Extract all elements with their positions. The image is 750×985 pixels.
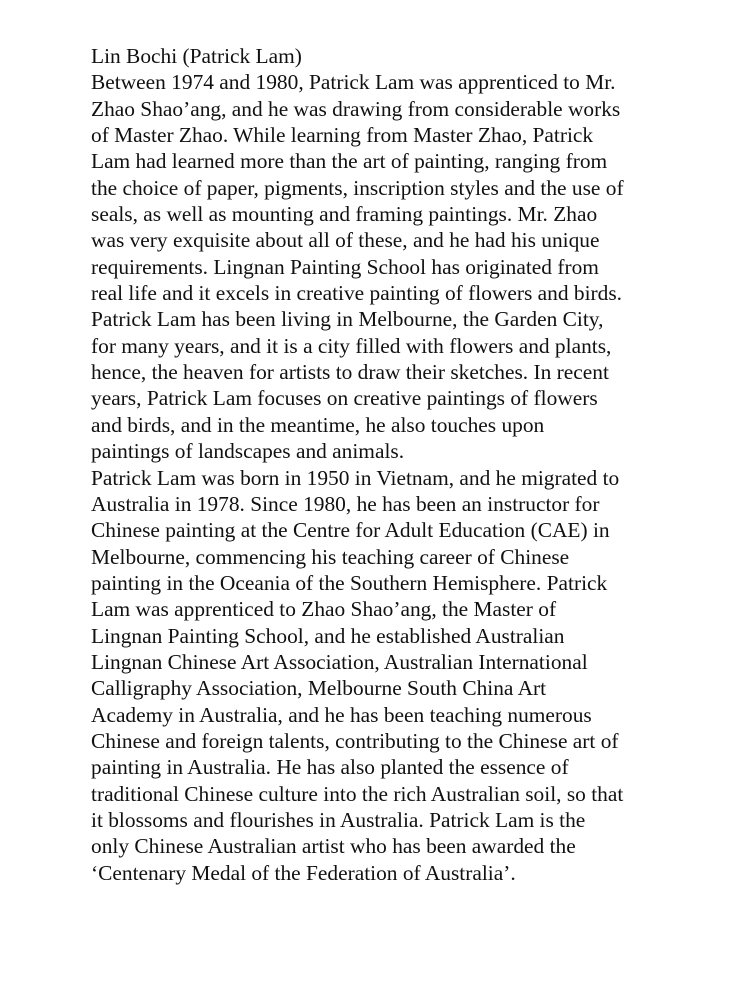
paragraph-line: Australia in 1978. Since 1980, he has been an instructor for — [91, 491, 600, 516]
paragraph-line: ‘Centenary Medal of the Federation of Australia’. — [91, 860, 516, 885]
paragraph-line: Zhao Shao’ang, and he was drawing from considerable works — [91, 96, 621, 121]
paragraph-line: and birds, and in the meantime, he also touches upon — [91, 412, 545, 437]
paragraph-line: Lingnan Painting School, and he established Australian — [91, 623, 565, 648]
paragraph-line: real life and it excels in creative painting of flowers and birds. — [91, 281, 623, 306]
paragraph-line: Lam had learned more than the art of painting, ranging from — [91, 149, 608, 174]
paragraph-line: Lam was apprenticed to Zhao Shao’ang, the Master of — [91, 597, 557, 622]
paragraph-line: seals, as well as mounting and framing paintings. Mr. Zhao — [91, 202, 598, 227]
paragraph-apprenticeship — [91, 69, 671, 464]
paragraph-line: of Master Zhao. While learning from Master Zhao, Patrick — [91, 123, 594, 148]
paragraph-line: Between 1974 and 1980, Patrick Lam was apprenticed to Mr. — [91, 70, 616, 95]
paragraph-line: the choice of paper, pigments, inscription styles and the use of — [91, 175, 624, 200]
paragraph-line: years, Patrick Lam focuses on creative paintings of flowers — [91, 386, 598, 411]
paragraph-line: Melbourne, commencing his teaching career of Chinese — [91, 544, 570, 569]
paragraph-line: Chinese painting at the Centre for Adult Education (CAE) in — [91, 518, 610, 543]
paragraph-line: Patrick Lam has been living in Melbourne, the Garden City, — [91, 307, 604, 332]
paragraph-line: requirements. Lingnan Painting School has originated from — [91, 254, 599, 279]
paragraph-line: paintings of landscapes and animals. — [91, 439, 405, 464]
paragraph-line: hence, the heaven for artists to draw their sketches. In recent — [91, 360, 609, 385]
paragraph-line: it blossoms and flourishes in Australia. Patrick Lam is the — [91, 807, 586, 832]
paragraph-line: Lingnan Chinese Art Association, Australian International — [91, 649, 588, 674]
paragraph-line: was very exquisite about all of these, and he had his unique — [91, 228, 600, 253]
paragraph-line: for many years, and it is a city filled with flowers and plants, — [91, 333, 612, 358]
paragraph-line: Patrick Lam was born in 1950 in Vietnam, and he migrated to — [91, 465, 620, 490]
paragraph-line: only Chinese Australian artist who has been awarded the — [91, 834, 576, 859]
paragraph-line: Academy in Australia, and he has been teaching numerous — [91, 702, 592, 727]
paragraph-line: traditional Chinese culture into the rich Australian soil, so that — [91, 781, 624, 806]
document-page — [91, 43, 671, 886]
paragraph-line: Calligraphy Association, Melbourne South China Art — [91, 676, 547, 701]
document-title: Lin Bochi (Patrick Lam) — [91, 44, 302, 68]
paragraph-line: painting in Australia. He has also planted the essence of — [91, 755, 569, 780]
paragraph-line: painting in the Oceania of the Southern Hemisphere. Patrick — [91, 570, 608, 595]
paragraph-biography — [91, 465, 671, 887]
paragraph-line: Chinese and foreign talents, contributing to the Chinese art of — [91, 728, 619, 753]
